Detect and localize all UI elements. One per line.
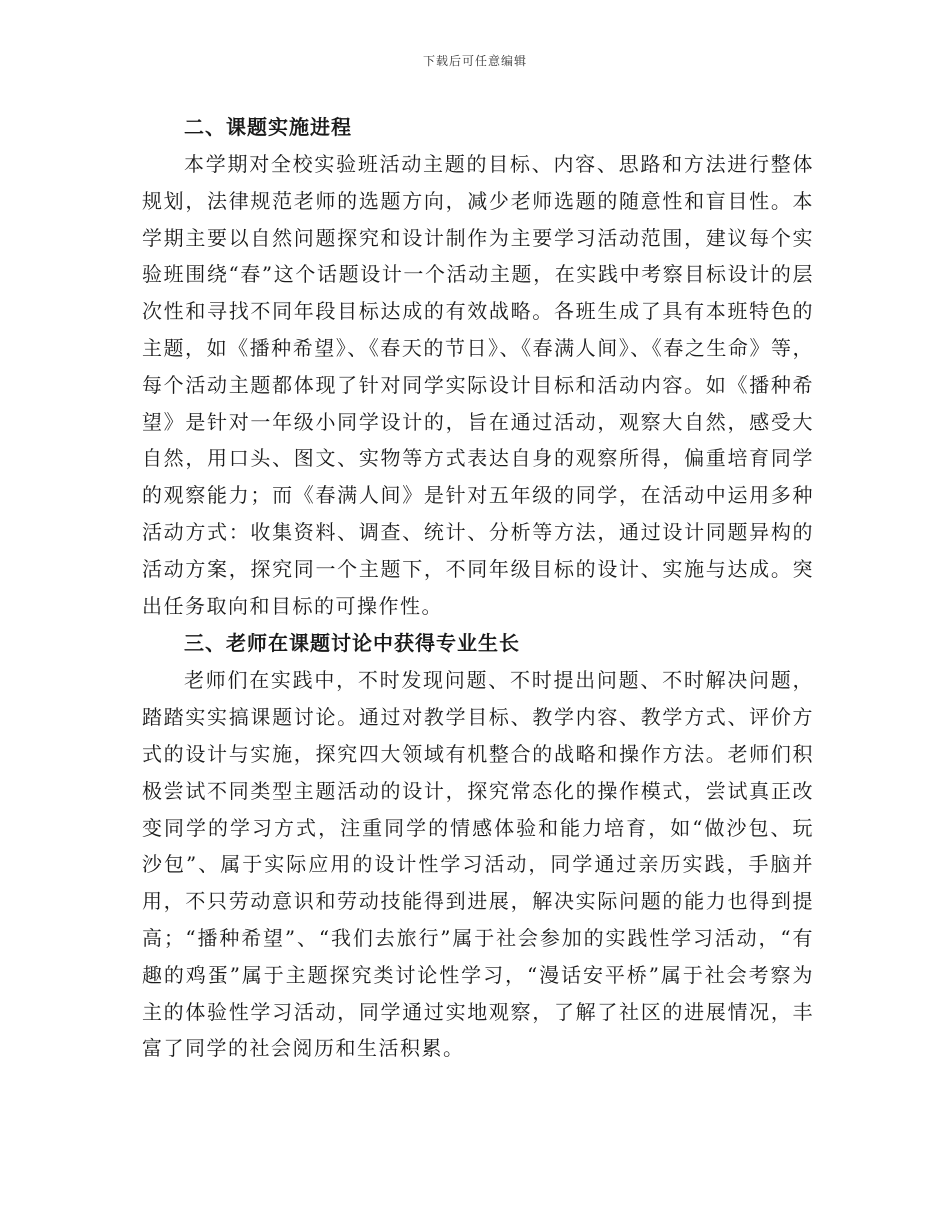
- document-body: [142, 108, 814, 1067]
- page-header: 下载后可任意编辑: [422, 54, 527, 68]
- section-implementation-process: [142, 108, 814, 624]
- section-teacher-growth: [142, 624, 814, 1067]
- section-heading: 三、老师在课题讨论中获得专业生长: [184, 631, 520, 656]
- section-paragraph: 本学期对全校实验班活动主题的目标、内容、思路和方法进行整体规划，法律规范老师的选题方向，减少老师选题的随意性和盲目性。本学期主要以自然问题探究和设计制作为主要学习活动范围，建议每个实验班围绕“春”这个话题设计一个活动主题，在实践中考察目标设计的层次性和寻找不同年段目标达成的有效战略。各班生成了具有本班特色的主题，如《播种希望》、《春天的节日》、《春满人间》、《春之生命》等，每个活动主题都体现了针对同学实际设计目标和活动内容。如《播种希望》是针对一年级小同学设计的，旨在通过活动，观察大自然，感受大自然，用口头、图文、实物等方式表达自身的观察所得，偏重培育同学的观察能力；而《春满人间》是针对五年级的同学，在活动中运用多种活动方式：收集资料、调查、统计、分析等方法，通过设计同题异构的活动方案，探究同一个主题下，不同年级目标的设计、实施与达成。突出任务取向和目标的可操作性。: [142, 152, 814, 618]
- section-heading: 二、课题实施进程: [184, 115, 352, 139]
- section-paragraph: 老师们在实践中，不时发现问题、不时提出问题、不时解决问题，踏踏实实搞课题讨论。通过对教学目标、教学内容、教学方式、评价方式的设计与实施，探究四大领域有机整合的战略和操作方法。老师们积极尝试不同类型主题活动的设计，探究常态化的操作模式，尝试真正改变同学的学习方式，注重同学的情感体验和能力培育，如“做沙包、玩沙包”、属于实际应用的设计性学习活动，同学通过亲历实践，手脑并用，不只劳动意识和劳动技能得到进展，解决实际问题的能力也得到提高；“播种希望”、“我们去旅行”属于社会参加的实践性学习活动，“有趣的鸡蛋”属于主题探究类讨论性学习，“漫话安平桥”属于社会考察为主的体验性学习活动，同学通过实地观察，了解了社区的进展情况，丰富了同学的社会阅历和生活积累。: [142, 668, 814, 1061]
